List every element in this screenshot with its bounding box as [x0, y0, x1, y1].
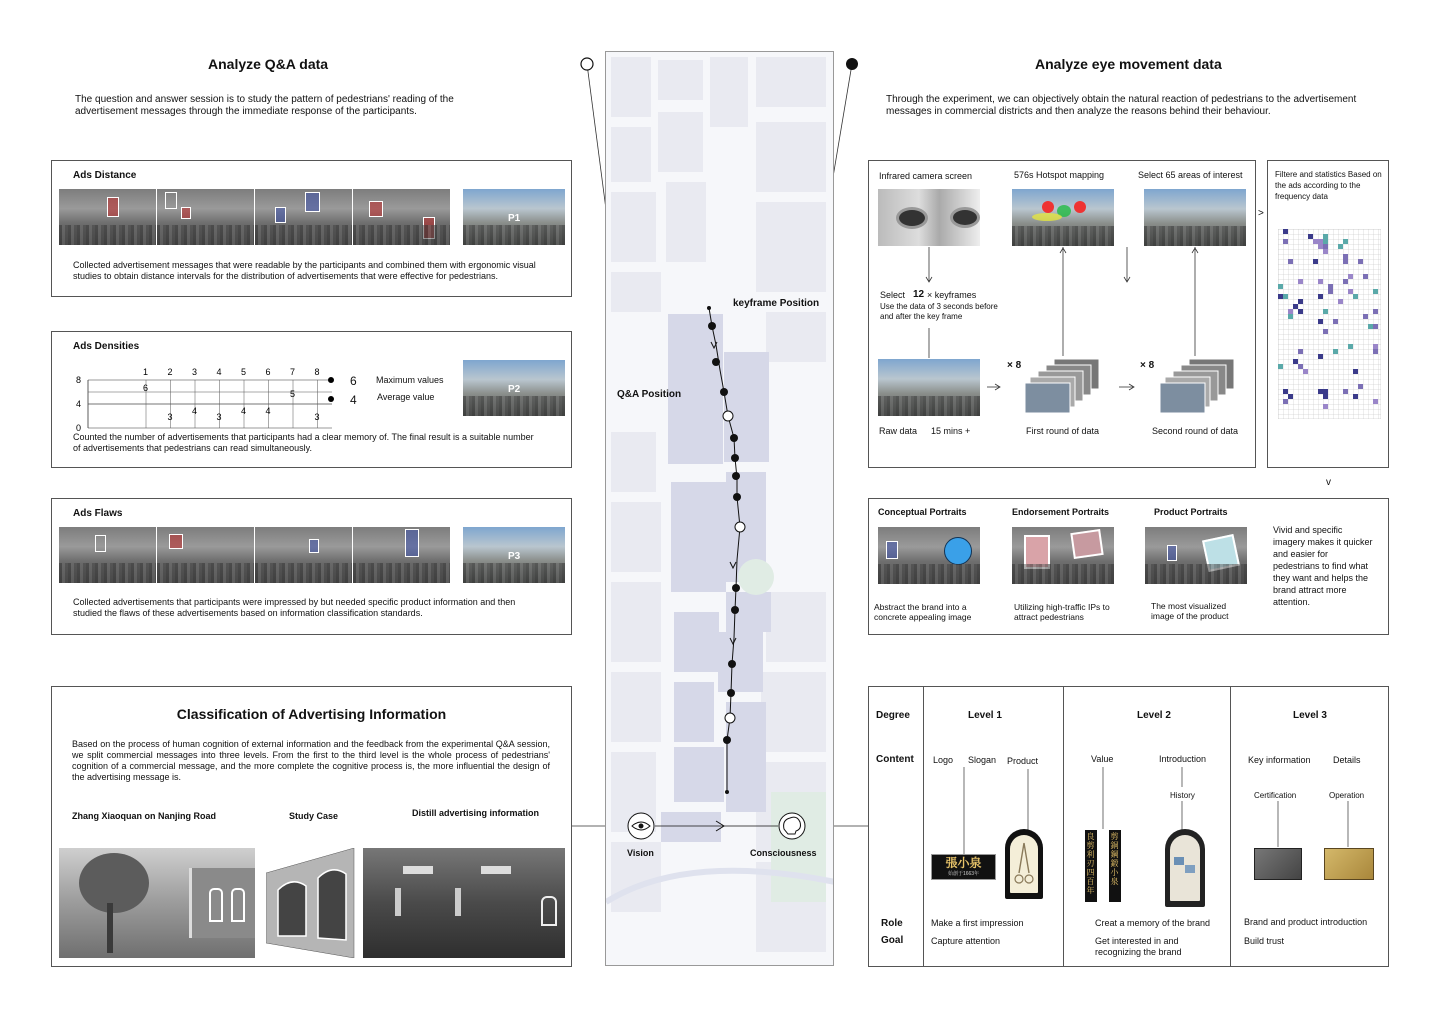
grid-cell — [1318, 244, 1323, 249]
arrow-down: v — [1326, 477, 1331, 488]
select-note: Use the data of 3 seconds before and after the key frame — [880, 302, 998, 321]
grid-cell — [1373, 324, 1378, 329]
endorsement-desc: Utilizing high-traffic IPs to attract pedestrians — [1014, 602, 1110, 622]
select-prefix: Select — [880, 290, 906, 300]
times-2: × 8 — [1140, 360, 1155, 371]
grid-cell — [1333, 319, 1338, 324]
raw-label: Raw data — [879, 426, 918, 436]
logo-sign-sub: 始創于1663年 — [947, 871, 980, 877]
grid-cell — [1373, 399, 1378, 404]
content-label: Content — [876, 754, 914, 765]
classification-desc: Based on the process of human cognition of external information and the feedback from the experimental Q&A session, we split commercial messages into three levels. From the first to the third level is the whole process of pedestrians' cognition of a commercial message, and the more complete the cognitive process is, the more influential the design of the advertising message is. — [72, 739, 550, 782]
grid-cell — [1298, 299, 1303, 304]
point-label-7: 3 — [314, 412, 320, 422]
case-title-3: Distill advertising information — [412, 808, 540, 818]
point-label-3: 4 — [192, 406, 198, 416]
eye-intro: Through the experiment, we can objectively obtain the natural reaction of pedestrians to the advertisement messages in commercial districts and then analyze the reasons behind their behaviour. — [886, 94, 1357, 117]
introduction-label: Introduction — [1159, 754, 1207, 764]
grid-cell — [1318, 354, 1323, 359]
grid-cell — [1348, 274, 1353, 279]
grid-cell — [1348, 289, 1353, 294]
grid-cell — [1288, 394, 1293, 399]
x-tick-3: 3 — [192, 367, 198, 377]
grid-cell — [1323, 249, 1328, 254]
grid-cell — [1323, 234, 1328, 239]
grid-cell — [1323, 329, 1328, 334]
conceptual-desc: Abstract the brand into a concrete appealing image — [874, 602, 972, 622]
frequency-grid — [1278, 229, 1381, 419]
product-title: Product Portraits — [1154, 507, 1228, 517]
grid-cell — [1373, 289, 1378, 294]
select-areas-label: Select 65 areas of interest — [1138, 170, 1243, 180]
grid-cell — [1313, 239, 1318, 244]
grid-cell — [1343, 239, 1348, 244]
level-1-role: Make a first impression — [931, 918, 1024, 928]
grid-cell — [1323, 394, 1328, 399]
vision-label: Vision — [627, 848, 654, 858]
levels-panel — [868, 686, 1389, 967]
x-tick-5: 5 — [241, 367, 247, 377]
grid-cell — [1283, 229, 1288, 234]
couplet-right-text: 剪銅鋼鍛小泉 — [1110, 832, 1119, 886]
x-tick-4: 4 — [216, 367, 222, 377]
grid-cell — [1363, 274, 1368, 279]
grid-cell — [1353, 294, 1358, 299]
couplet-left-text: 良剪利刃四百年 — [1086, 832, 1095, 895]
x-tick-2: 2 — [167, 367, 173, 377]
certification-label: Certification — [1254, 791, 1297, 800]
couplet-right — [1109, 830, 1121, 902]
level-3-role: Brand and product introduction — [1244, 917, 1368, 927]
mins-label: 15 mins + — [931, 426, 971, 436]
grid-cell — [1323, 239, 1328, 244]
product-label: Product — [1007, 756, 1039, 766]
slogan-label: Slogan — [968, 755, 997, 765]
grid-cell — [1283, 389, 1288, 394]
grid-cell — [1343, 254, 1348, 259]
grid-cell — [1278, 364, 1283, 369]
couplet-left — [1085, 830, 1097, 902]
legend-avg-label: Average value — [377, 392, 435, 402]
operation-plaque — [1324, 848, 1374, 880]
second-round-label: Second round of data — [1152, 426, 1239, 436]
grid-cell — [1283, 399, 1288, 404]
grid-cell — [1298, 349, 1303, 354]
grid-cell — [1358, 259, 1363, 264]
product-desc: The most visualized image of the product — [1151, 601, 1229, 621]
grid-cell — [1323, 244, 1328, 249]
camera-label: Infrared camera screen — [879, 171, 973, 181]
y-tick-4: 4 — [76, 399, 82, 409]
qa-title: Analyze Q&A data — [208, 56, 329, 72]
consciousness-label: Consciousness — [750, 848, 817, 858]
times-1: × 8 — [1007, 360, 1022, 371]
conceptual-title: Conceptual Portraits — [878, 507, 967, 517]
grid-cell — [1303, 369, 1308, 374]
y-tick-0: 0 — [76, 423, 82, 432]
logo-label: Logo — [933, 755, 954, 765]
eye-flow-panel — [868, 160, 1256, 468]
grid-cell — [1328, 284, 1333, 289]
grid-cell — [1373, 309, 1378, 314]
grid-cell — [1323, 389, 1328, 394]
endorsement-photo — [1012, 527, 1114, 584]
level-1-title: Level 1 — [968, 710, 1002, 721]
grid-cell — [1318, 279, 1323, 284]
ads-densities-desc: Counted the number of advertisements that participants had a clear memory of. The final result is a suitable number of advertisements that pedestrians can read simultaneously. — [73, 432, 534, 453]
eye-title: Analyze eye movement data — [1035, 56, 1222, 72]
grid-cell — [1278, 294, 1283, 299]
point-label-6: 4 — [265, 406, 271, 416]
role-label: Role — [881, 918, 903, 929]
case-title-1: Zhang Xiaoquan on Nanjing Road — [72, 811, 216, 821]
legend-max-label: Maximum values — [376, 375, 444, 385]
y-tick-8: 8 — [76, 375, 82, 385]
grid-cell — [1288, 309, 1293, 314]
ads-distance-title: Ads Distance — [73, 170, 137, 181]
grid-cell — [1358, 384, 1363, 389]
keyframe-label: keyframe Position — [733, 298, 820, 309]
level-2-goal: Get interested in and recognizing the brand — [1095, 936, 1182, 957]
certification-plaque — [1254, 848, 1302, 880]
filter-panel — [1267, 160, 1389, 468]
logo-sign — [931, 854, 996, 880]
filter-label: Filtere and statistics Based on the ads according to the frequency data — [1275, 170, 1382, 201]
degree-label: Degree — [876, 710, 910, 721]
grid-cell — [1343, 279, 1348, 284]
portraits-summary: Vivid and specific imagery makes it quicker and easier for pedestrians to find what they want and helps the brand attract more attention. — [1273, 525, 1373, 607]
grid-cell — [1318, 319, 1323, 324]
grid-cell — [1323, 404, 1328, 409]
qa-intro: The question and answer session is to study the pattern of pedestrians' reading of the advertisement messages through the immediate response of the participants. — [75, 94, 454, 117]
grid-cell — [1293, 304, 1298, 309]
logo-sign-text: 張小泉 — [945, 856, 982, 870]
ads-densities-title: Ads Densities — [73, 341, 140, 352]
x-tick-1: 1 — [143, 367, 149, 377]
point-label-4: 3 — [216, 412, 222, 422]
ads-flaws-desc: Collected advertisements that participants were impressed by but needed specific product information and then studied the flaws of these advertisements based on information classification standards. — [73, 597, 516, 618]
product-frame — [1005, 829, 1043, 899]
portraits-panel — [868, 498, 1389, 635]
p1-label: P1 — [508, 213, 521, 224]
grid-cell — [1368, 324, 1373, 329]
grid-cell — [1288, 259, 1293, 264]
first-round-label: First round of data — [1026, 426, 1100, 436]
grid-cell — [1338, 244, 1343, 249]
endorsement-title: Endorsement Portraits — [1012, 507, 1110, 517]
grid-cell — [1323, 309, 1328, 314]
grid-cell — [1348, 344, 1353, 349]
product-photo — [1145, 527, 1247, 584]
grid-cell — [1343, 259, 1348, 264]
select-num: 12 — [913, 289, 925, 300]
details-label: Details — [1333, 755, 1361, 765]
point-label-1: 5 — [290, 389, 296, 399]
grid-cell — [1288, 314, 1293, 319]
ads-distance-desc: Collected advertisement messages that were readable by the participants and combined them with ergonomic visual studies to obtain distance intervals for the distribution of advertisements that were effective for pedestrians. — [73, 260, 536, 281]
ads-flaws-title: Ads Flaws — [73, 508, 123, 519]
grid-cell — [1338, 299, 1343, 304]
level-2-role: Creat a memory of the brand — [1095, 918, 1211, 928]
legend-max-value: 6 — [350, 374, 357, 388]
level-1-goal: Capture attention — [931, 936, 1001, 946]
goal-label: Goal — [881, 935, 904, 946]
value-label: Value — [1091, 754, 1114, 764]
grid-cell — [1298, 364, 1303, 369]
qa-position-label: Q&A Position — [617, 389, 682, 400]
point-label-0: 6 — [143, 383, 149, 393]
point-label-5: 4 — [241, 406, 247, 416]
grid-cell — [1283, 239, 1288, 244]
grid-cell — [1328, 289, 1333, 294]
level-2-title: Level 2 — [1137, 710, 1171, 721]
level-3-title: Level 3 — [1293, 710, 1327, 721]
x-tick-7: 7 — [290, 367, 296, 377]
classification-title: Classification of Advertising Information — [176, 706, 447, 722]
grid-cell — [1363, 314, 1368, 319]
grid-cell — [1318, 239, 1323, 244]
grid-cell — [1318, 294, 1323, 299]
select-suffix: × keyframes — [927, 290, 977, 300]
grid-cell — [1298, 279, 1303, 284]
grid-cell — [1333, 349, 1338, 354]
grid-cell — [1353, 369, 1358, 374]
grid-cell — [1318, 389, 1323, 394]
p3-label: P3 — [508, 551, 521, 562]
x-tick-6: 6 — [265, 367, 271, 377]
case-title-2: Study Case — [289, 811, 339, 821]
grid-cell — [1298, 309, 1303, 314]
grid-cell — [1283, 294, 1288, 299]
grid-cell — [1278, 284, 1283, 289]
point-label-2: 3 — [167, 412, 173, 422]
scissors-icon — [1013, 841, 1035, 889]
grid-cell — [1308, 234, 1313, 239]
grid-cell — [1373, 349, 1378, 354]
history-label: History — [1170, 791, 1195, 800]
grid-cell — [1353, 394, 1358, 399]
history-frame — [1165, 829, 1205, 907]
x-tick-8: 8 — [314, 367, 320, 377]
legend-avg-value: 4 — [350, 393, 357, 407]
conceptual-photo — [878, 527, 980, 584]
hotspot-label: 576s Hotspot mapping — [1014, 170, 1105, 180]
key-info-label: Key information — [1248, 755, 1311, 765]
operation-label: Operation — [1329, 791, 1365, 800]
grid-cell — [1373, 344, 1378, 349]
grid-cell — [1343, 389, 1348, 394]
flow-arrows — [869, 161, 1257, 469]
p2-label: P2 — [508, 384, 521, 395]
level-3-goal: Build trust — [1244, 936, 1285, 946]
grid-cell — [1313, 259, 1318, 264]
grid-cell — [1293, 359, 1298, 364]
arrow-to-filter: > — [1258, 208, 1264, 219]
